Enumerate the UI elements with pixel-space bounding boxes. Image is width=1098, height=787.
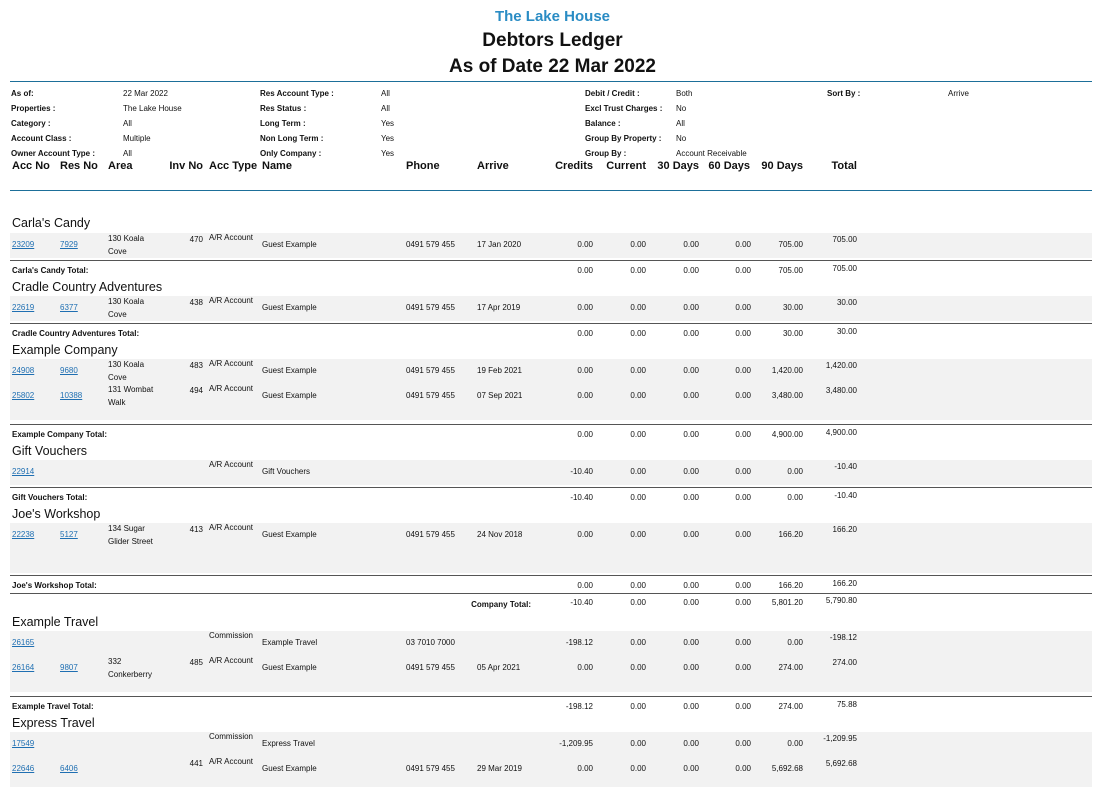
invoice-number: 438 xyxy=(189,298,203,307)
amount-credits: 0.00 xyxy=(577,366,593,375)
guest-name: Guest Example xyxy=(262,663,317,672)
amount-current: 0.00 xyxy=(630,391,646,400)
amount-d60: 0.00 xyxy=(735,303,751,312)
amount-credits: 0.00 xyxy=(577,663,593,672)
phone: 03 7010 7000 xyxy=(406,638,455,647)
filter-label: As of: xyxy=(11,89,34,98)
arrive-date: 19 Feb 2021 xyxy=(477,366,522,375)
amount-credits: 0.00 xyxy=(577,266,593,275)
amount-d60: 0.00 xyxy=(735,493,751,502)
account-link[interactable]: 26164 xyxy=(12,663,35,672)
amount-credits: 0.00 xyxy=(577,391,593,400)
amount-d30: 0.00 xyxy=(683,467,699,476)
filter-label: Debit / Credit : xyxy=(585,89,640,98)
header-divider xyxy=(10,81,1092,82)
group-total-label: Carla's Candy Total: xyxy=(12,266,89,275)
account-type: A/R Account xyxy=(209,384,254,393)
amount-d90: 274.00 xyxy=(778,702,803,711)
amount-d60: 0.00 xyxy=(735,764,751,773)
amount-credits: 0.00 xyxy=(577,530,593,539)
account-type: A/R Account xyxy=(209,233,254,242)
filter-value: Yes xyxy=(381,134,395,143)
amount-total: 3,480.00 xyxy=(825,386,857,395)
filter-value: Yes xyxy=(381,119,395,128)
phone: 0491 579 455 xyxy=(406,240,455,249)
column-header-res-no: Res No xyxy=(60,160,98,172)
account-link[interactable]: 22238 xyxy=(12,530,35,539)
filter-value: All xyxy=(676,119,685,128)
guest-name: Example Travel xyxy=(262,638,318,647)
amount-d90: 166.20 xyxy=(778,530,803,539)
amount-d90: 3,480.00 xyxy=(771,391,803,400)
reservation-link[interactable]: 6377 xyxy=(60,303,78,312)
report-header xyxy=(0,6,1098,80)
ledger-row xyxy=(10,233,1092,258)
area-cell: 134 Sugar Glider Street xyxy=(108,524,153,546)
amount-d90: 0.00 xyxy=(787,493,803,502)
amount-d30: 0.00 xyxy=(683,598,699,607)
amount-current: 0.00 xyxy=(630,581,646,590)
amount-d30: 0.00 xyxy=(683,366,699,375)
amount-total: 75.88 xyxy=(836,700,857,709)
ledger-row xyxy=(10,296,1092,321)
group-divider xyxy=(10,696,1092,697)
group-divider xyxy=(10,323,1092,324)
filter-label: Owner Account Type : xyxy=(11,149,96,158)
filter-value: 22 Mar 2022 xyxy=(123,89,168,98)
filter-value: All xyxy=(381,89,390,98)
amount-d60: 0.00 xyxy=(735,266,751,275)
filter-value: Arrive xyxy=(948,89,969,98)
account-type: A/R Account xyxy=(209,656,254,665)
ledger-row xyxy=(10,359,1092,384)
amount-total: 30.00 xyxy=(836,327,857,336)
amount-credits: -10.40 xyxy=(570,493,593,502)
invoice-number: 485 xyxy=(189,658,203,667)
account-link[interactable]: 25802 xyxy=(12,391,35,400)
group-total-label: Gift Vouchers Total: xyxy=(12,493,88,502)
amount-d60: 0.00 xyxy=(735,638,751,647)
group-total-row xyxy=(10,264,1092,278)
invoice-number: 470 xyxy=(189,235,203,244)
amount-d30: 0.00 xyxy=(683,663,699,672)
group-title: Cradle Country Adventures xyxy=(12,280,163,294)
invoice-number: 413 xyxy=(189,525,203,534)
amount-d60: 0.00 xyxy=(735,240,751,249)
guest-name: Gift Vouchers xyxy=(262,467,311,476)
arrive-date: 05 Apr 2021 xyxy=(477,663,521,672)
filter-value: Yes xyxy=(381,149,395,158)
amount-d30: 0.00 xyxy=(683,240,699,249)
amount-total: -198.12 xyxy=(829,633,857,642)
group-title: Joe's Workshop xyxy=(12,507,101,521)
column-header-arrive: Arrive xyxy=(477,160,509,172)
amount-d60: 0.00 xyxy=(735,430,751,439)
invoice-number: 483 xyxy=(189,361,203,370)
group-title: Example Travel xyxy=(12,615,99,629)
filter-value-column xyxy=(381,86,394,161)
amount-total: 1,420.00 xyxy=(825,361,857,370)
amount-d30: 0.00 xyxy=(683,430,699,439)
filter-label-column xyxy=(827,86,860,101)
amount-current: 0.00 xyxy=(630,240,646,249)
amount-total: 274.00 xyxy=(832,658,857,667)
filter-label: Category : xyxy=(11,119,51,128)
amount-total: -10.40 xyxy=(834,491,857,500)
amount-credits: -198.12 xyxy=(565,702,593,711)
amount-total: -1,209.95 xyxy=(823,734,857,743)
group-total-row xyxy=(10,491,1092,505)
column-header-total: Total xyxy=(831,160,857,172)
amount-d30: 0.00 xyxy=(683,638,699,647)
amount-d30: 0.00 xyxy=(683,493,699,502)
amount-current: 0.00 xyxy=(630,366,646,375)
amount-d90: 705.00 xyxy=(778,240,803,249)
amount-credits: 0.00 xyxy=(577,329,593,338)
amount-d60: 0.00 xyxy=(735,467,751,476)
column-header-name: Name xyxy=(262,160,292,172)
amount-total: 705.00 xyxy=(832,264,857,273)
filter-value: All xyxy=(123,119,132,128)
reservation-link[interactable]: 9680 xyxy=(60,366,78,375)
amount-d30: 0.00 xyxy=(683,581,699,590)
column-header-phone: Phone xyxy=(406,160,440,172)
group-divider xyxy=(10,575,1092,576)
amount-d60: 0.00 xyxy=(735,581,751,590)
filter-value: No xyxy=(676,104,687,113)
amount-credits: -10.40 xyxy=(570,598,593,607)
amount-d60: 0.00 xyxy=(735,366,751,375)
account-type: A/R Account xyxy=(209,460,254,469)
account-type: A/R Account xyxy=(209,296,254,305)
group-title: Express Travel xyxy=(12,716,95,730)
column-header-current: Current xyxy=(606,160,646,172)
account-link[interactable]: 26165 xyxy=(12,638,35,647)
reservation-link[interactable]: 9807 xyxy=(60,663,78,672)
arrive-date: 17 Apr 2019 xyxy=(477,303,521,312)
account-link[interactable]: 22914 xyxy=(12,467,35,476)
filter-label-column xyxy=(11,86,95,161)
filter-value: Both xyxy=(676,89,693,98)
guest-name: Guest Example xyxy=(262,366,317,375)
account-type: Commission xyxy=(209,732,254,741)
arrive-date: 07 Sep 2021 xyxy=(477,391,523,400)
account-type: A/R Account xyxy=(209,523,254,532)
ledger-row xyxy=(10,460,1092,485)
filter-value: The Lake House xyxy=(123,104,182,113)
column-header-acc-type: Acc Type xyxy=(209,160,258,172)
amount-total: 166.20 xyxy=(832,579,857,588)
amount-credits: 0.00 xyxy=(577,240,593,249)
filter-label: Properties : xyxy=(11,104,56,113)
amount-total: 30.00 xyxy=(836,298,857,307)
property-title: The Lake House xyxy=(494,8,611,25)
guest-name: Guest Example xyxy=(262,391,317,400)
group-divider xyxy=(10,260,1092,261)
group-total-label: Example Travel Total: xyxy=(12,702,94,711)
account-link[interactable]: 24908 xyxy=(12,366,35,375)
amount-current: 0.00 xyxy=(630,663,646,672)
column-header-area: Area xyxy=(108,160,133,172)
amount-d60: 0.00 xyxy=(735,530,751,539)
amount-total: 166.20 xyxy=(832,525,857,534)
company-total-label: Company Total: xyxy=(471,600,531,609)
guest-name: Guest Example xyxy=(262,240,317,249)
column-header-60-days: 60 Days xyxy=(708,160,750,172)
filter-value: All xyxy=(123,149,132,158)
amount-d60: 0.00 xyxy=(735,739,751,748)
phone: 0491 579 455 xyxy=(406,530,455,539)
amount-current: 0.00 xyxy=(630,764,646,773)
amount-current: 0.00 xyxy=(630,739,646,748)
group-total-row xyxy=(10,327,1092,341)
account-type: Commission xyxy=(209,631,254,640)
amount-credits: 0.00 xyxy=(577,430,593,439)
arrive-date: 17 Jan 2020 xyxy=(477,240,522,249)
filter-label: Account Class : xyxy=(11,134,72,143)
filter-value: Multiple xyxy=(123,134,151,143)
filter-label: Res Status : xyxy=(260,104,307,113)
amount-d90: 30.00 xyxy=(782,329,803,338)
filter-label-column xyxy=(585,86,662,161)
company-total-row xyxy=(10,598,1092,612)
area-cell: 130 Koala Cove xyxy=(108,234,145,256)
phone: 0491 579 455 xyxy=(406,303,455,312)
amount-total: 5,692.68 xyxy=(825,759,857,768)
amount-d60: 0.00 xyxy=(735,663,751,672)
amount-d30: 0.00 xyxy=(683,702,699,711)
amount-current: 0.00 xyxy=(630,303,646,312)
group-total-label: Joe's Workshop Total: xyxy=(12,581,97,590)
amount-d60: 0.00 xyxy=(735,329,751,338)
group-total-label: Cradle Country Adventures Total: xyxy=(12,329,140,338)
amount-d30: 0.00 xyxy=(683,764,699,773)
group-total-row xyxy=(10,428,1092,442)
filter-label: Non Long Term : xyxy=(260,134,324,143)
amount-d90: 166.20 xyxy=(778,581,803,590)
arrive-date: 24 Nov 2018 xyxy=(477,530,523,539)
amount-current: 0.00 xyxy=(630,266,646,275)
filter-label: Balance : xyxy=(585,119,621,128)
column-header-30-days: 30 Days xyxy=(657,160,699,172)
account-type: A/R Account xyxy=(209,757,254,766)
amount-total: -10.40 xyxy=(834,462,857,471)
amount-d90: 5,801.20 xyxy=(771,598,803,607)
amount-current: 0.00 xyxy=(630,638,646,647)
amount-total: 5,790.80 xyxy=(825,596,857,605)
invoice-number: 494 xyxy=(189,386,203,395)
arrive-date: 29 Mar 2019 xyxy=(477,764,522,773)
group-title: Gift Vouchers xyxy=(12,444,88,458)
amount-credits: 0.00 xyxy=(577,303,593,312)
amount-credits: 0.00 xyxy=(577,581,593,590)
reservation-link[interactable]: 5127 xyxy=(60,530,78,539)
amount-d30: 0.00 xyxy=(683,530,699,539)
ledger-row xyxy=(10,384,1092,420)
amount-current: 0.00 xyxy=(630,329,646,338)
account-link[interactable]: 23209 xyxy=(12,240,35,249)
filter-label: Excl Trust Charges : xyxy=(585,104,663,113)
filter-value-column xyxy=(123,86,182,161)
amount-current: 0.00 xyxy=(630,702,646,711)
phone: 0491 579 455 xyxy=(406,391,455,400)
amount-d60: 0.00 xyxy=(735,391,751,400)
amount-current: 0.00 xyxy=(630,467,646,476)
filter-label-column xyxy=(260,86,334,161)
group-divider xyxy=(10,487,1092,488)
reservation-link[interactable]: 7929 xyxy=(60,240,78,249)
column-header-90-days: 90 Days xyxy=(761,160,803,172)
amount-current: 0.00 xyxy=(630,530,646,539)
group-divider xyxy=(10,424,1092,425)
account-link[interactable]: 22619 xyxy=(12,303,35,312)
filter-value: Account Receivable xyxy=(676,149,747,158)
report-title: Debtors Ledger xyxy=(482,30,623,51)
amount-total: 705.00 xyxy=(832,235,857,244)
phone: 0491 579 455 xyxy=(406,366,455,375)
guest-name: Guest Example xyxy=(262,530,317,539)
reservation-link[interactable]: 10388 xyxy=(60,391,83,400)
amount-total: 4,900.00 xyxy=(825,428,857,437)
amount-d30: 0.00 xyxy=(683,329,699,338)
amount-credits: -10.40 xyxy=(570,467,593,476)
amount-d30: 0.00 xyxy=(683,266,699,275)
group-total-label: Example Company Total: xyxy=(12,430,107,439)
invoice-number: 441 xyxy=(189,759,203,768)
amount-current: 0.00 xyxy=(630,493,646,502)
amount-credits: 0.00 xyxy=(577,764,593,773)
amount-d90: 5,692.68 xyxy=(771,764,803,773)
amount-d90: 4,900.00 xyxy=(771,430,803,439)
filter-value-column xyxy=(676,86,747,161)
column-header-credits: Credits xyxy=(555,160,593,172)
phone: 0491 579 455 xyxy=(406,764,455,773)
filter-label: Only Company : xyxy=(260,149,322,158)
filter-label: Group By : xyxy=(585,149,627,158)
filter-value: All xyxy=(381,104,390,113)
amount-d90: 705.00 xyxy=(778,266,803,275)
amount-d60: 0.00 xyxy=(735,598,751,607)
report-subtitle: As of Date 22 Mar 2022 xyxy=(449,56,656,77)
column-header-inv-no: Inv No xyxy=(169,160,203,172)
amount-current: 0.00 xyxy=(630,598,646,607)
account-link[interactable]: 22646 xyxy=(12,764,35,773)
amount-d90: 0.00 xyxy=(787,467,803,476)
filter-label: Sort By : xyxy=(827,89,861,98)
column-header-divider xyxy=(10,190,1092,191)
amount-credits: -1,209.95 xyxy=(559,739,593,748)
group-title: Example Company xyxy=(12,343,118,357)
amount-d90: 30.00 xyxy=(782,303,803,312)
ledger-row xyxy=(10,523,1092,573)
amount-d60: 0.00 xyxy=(735,702,751,711)
filter-value-column xyxy=(948,86,969,101)
ledger-row xyxy=(10,656,1092,692)
amount-d30: 0.00 xyxy=(683,391,699,400)
group-title: Carla's Candy xyxy=(12,216,91,230)
group-total-row xyxy=(10,579,1092,593)
amount-d90: 1,420.00 xyxy=(771,366,803,375)
amount-current: 0.00 xyxy=(630,430,646,439)
amount-credits: -198.12 xyxy=(565,638,593,647)
group-total-row xyxy=(10,700,1092,714)
filter-value: No xyxy=(676,134,687,143)
account-type: A/R Account xyxy=(209,359,254,368)
account-link[interactable]: 17549 xyxy=(12,739,35,748)
area-cell: 130 Koala Cove xyxy=(108,360,145,382)
filter-label: Group By Property : xyxy=(585,134,662,143)
ledger-row xyxy=(10,631,1092,656)
guest-name: Express Travel xyxy=(262,739,315,748)
amount-d90: 0.00 xyxy=(787,739,803,748)
amount-d30: 0.00 xyxy=(683,303,699,312)
guest-name: Guest Example xyxy=(262,764,317,773)
filter-label: Res Account Type : xyxy=(260,89,334,98)
ledger-row xyxy=(10,732,1092,757)
area-cell: 130 Koala Cove xyxy=(108,297,145,319)
amount-d90: 0.00 xyxy=(787,638,803,647)
area-cell: 131 Wombat Walk xyxy=(108,385,154,407)
amount-d90: 274.00 xyxy=(778,663,803,672)
phone: 0491 579 455 xyxy=(406,663,455,672)
column-header-acc-no: Acc No xyxy=(12,160,50,172)
company-total-divider xyxy=(10,593,1092,594)
reservation-link[interactable]: 6406 xyxy=(60,764,78,773)
area-cell: 332 Conkerberry xyxy=(108,657,153,679)
amount-d30: 0.00 xyxy=(683,739,699,748)
filter-label: Long Term : xyxy=(260,119,306,128)
guest-name: Guest Example xyxy=(262,303,317,312)
